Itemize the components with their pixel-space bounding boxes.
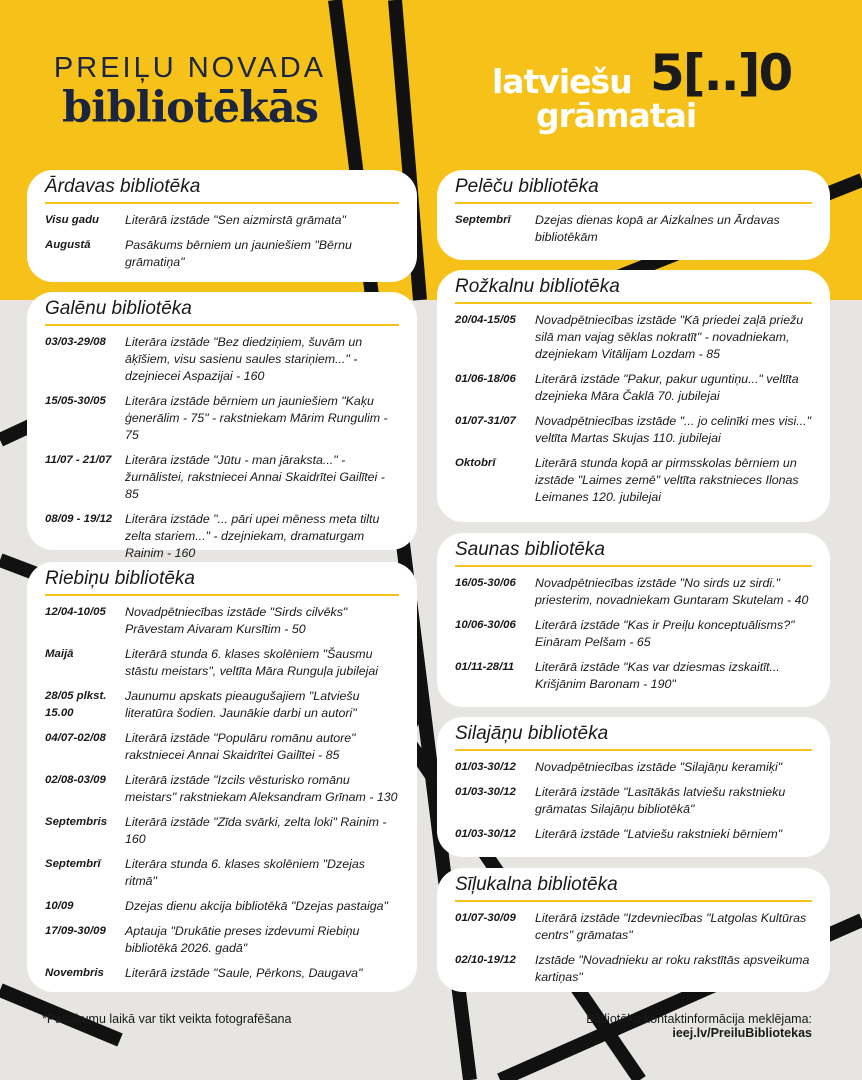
event-row [45,856,399,890]
event-text: Novadpētniecības izstāde "Silajāņu keramiķi" [535,760,783,774]
event-row [455,826,812,843]
event-text: Literāra izstāde "Jūtu - man jāraksta..." - žurnālistei, rakstniecei Annai Skaidrītei Gailītei - 85 [125,453,385,501]
event-text: Dzejas dienu akcija bibliotēkā "Dzejas pastaiga" [125,899,388,913]
event-text: Novadpētniecības izstāde "No sirds uz sirdi." priesterim, novadniekam Guntaram Skutelam - 40 [535,576,809,607]
event-text: Literārā izstāde "Populāru romānu autore" rakstniecei Annai Skaidrītei Gailītei - 85 [125,731,356,762]
library-title: Rožkalnu bibliotēka [455,276,812,304]
event-text: Literārā izstāde "Kas ir Preiļu konceptuālisms?" Eināram Pelšam - 65 [535,618,795,649]
event-date: Septembrī [45,858,101,870]
event-text: Novadpētniecības izstāde "Sirds cilvēks" Prāvestam Aivaram Kursītim - 50 [125,605,348,636]
brand-right-number: 5[..]0 [650,44,792,102]
event-date: 15/05-30/05 [45,395,106,407]
library-title: Riebiņu bibliotēka [45,568,399,596]
event-date: Septembrī [455,214,511,226]
event-text: Literāra izstāde "Bez diedziņiem, šuvām un āķīšiem, visu sasienu saules stariņiem..." - dzejniecei Aspazijai - 160 [125,335,363,383]
event-date: 02/08-03/09 [45,774,106,786]
event-date: 02/10-19/12 [455,954,516,966]
event-date: Oktobrī [455,457,496,469]
event-text: Literārā izstāde "Sen aizmirstā grāmata" [125,213,346,227]
library-card-peleci [437,170,830,260]
event-text: Literārā izstāde "Lasītākās latviešu rakstnieku grāmatas Silajāņu bibliotēkā" [535,785,786,816]
library-card-riebini [27,562,417,992]
event-text: Literāra stunda 6. klases skolēniem "Dzejas ritmā" [125,857,365,888]
event-row [455,455,812,506]
brand-left [50,52,330,133]
event-date: Novembris [45,967,104,979]
event-text: Literārā izstāde "Izdevniecības "Latgolas Kultūras centrs" grāmatas" [535,911,807,942]
library-title: Pelēču bibliotēka [455,176,812,204]
event-row [45,237,399,271]
event-date: Visu gadu [45,214,100,226]
event-date: 17/09-30/09 [45,925,106,937]
event-date: 10/09 [45,900,74,912]
event-text: Aptauja "Drukātie preses izdevumi Riebiņu bibliotēkā 2026. gadā" [125,924,360,955]
event-text: Literāra izstāde "... pāri upei mēness meta tiltu zelta stariem..." - dzejniekam, dramaturgam Rainim - 160 [125,512,380,560]
event-text: Literārā izstāde "Saule, Pērkons, Daugava" [125,966,363,980]
library-title: Galēnu bibliotēka [45,298,399,326]
library-title: Ārdavas bibliotēka [45,176,399,204]
event-row [455,575,812,609]
event-row [45,730,399,764]
library-title: Saunas bibliotēka [455,539,812,567]
event-row [455,910,812,944]
event-row [45,646,399,680]
brand-left-top: PREIĻU NOVADA [53,52,327,84]
event-row [455,952,812,986]
event-row [45,511,399,562]
event-date: 01/11-28/11 [455,661,515,673]
event-date: 28/05 plkst. 15.00 [45,690,107,719]
event-row [45,393,399,444]
photo-note: *Pasākumu laikā var tikt veikta fotografēšana [42,1012,292,1026]
brand-left-bottom: bibliotēkās [62,83,318,133]
brand-right-line2: grāmatai [536,96,697,135]
event-text: Dzejas dienas kopā ar Aizkalnes un Ārdavas bibliotēkām [535,213,780,244]
event-row [455,759,812,776]
contact-label: Bibliotēku kontaktinformācija meklējama: [586,1012,812,1026]
event-row [45,772,399,806]
event-row [455,371,812,405]
event-row [455,212,812,246]
event-row [45,965,399,982]
event-row [45,212,399,229]
event-date: 04/07-02/08 [45,732,106,744]
event-date: 10/06-30/06 [455,619,516,631]
event-date: 01/03-30/12 [455,828,516,840]
event-row [45,923,399,957]
event-text: Literārā izstāde "Latviešu rakstnieki bērniem" [535,827,783,841]
event-text: Literārā stunda kopā ar pirmsskolas bērniem un izstāde "Laimes zemē" veltīta rakstnieces Ilonas Leimanes 120. jubilejai [535,456,799,504]
event-date: 08/09 - 19/12 [45,513,113,525]
event-date: 01/07-31/07 [455,415,516,427]
event-date: 12/04-10/05 [45,606,106,618]
library-title: Silajāņu bibliotēka [455,723,812,751]
library-card-silukalns [437,868,830,992]
contact-block [586,1012,812,1040]
event-row [45,334,399,385]
event-date: 01/07-30/09 [455,912,516,924]
event-text: Jaunumu apskats pieaugušajiem "Latviešu literatūra šodien. Jaunākie darbi un autori" [125,689,360,720]
event-row [455,659,812,693]
library-card-ardava [27,170,417,282]
event-date: Augustā [45,239,91,251]
event-row [45,688,399,722]
event-date: Maijā [45,648,74,660]
library-title: Sīļukalna bibliotēka [455,874,812,902]
event-date: 01/06-18/06 [455,373,516,385]
event-date: 16/05-30/06 [455,577,516,589]
event-text: Literārā stunda 6. klases skolēniem "Šausmu stāstu meistars", veltīta Māra Runguļa jubilejai [125,647,379,678]
event-text: Literāra izstāde bērniem un jauniešiem "Kaķu ģenerālim - 75" - rakstniekam Mārim Rungulim - 75 [125,394,388,442]
event-text: Literārā izstāde "Izcils vēsturisko romānu meistars" rakstniekam Aleksandram Grīnam - 130 [125,773,398,804]
event-row [455,413,812,447]
event-text: Literārā izstāde "Kas var dziesmas izskaitīt... Krišjānim Baronam - 190" [535,660,780,691]
event-text: Pasākums bērniem un jauniešiem "Bērnu grāmatiņa" [125,238,352,269]
event-row [45,814,399,848]
event-text: Novadpētniecības izstāde "... jo celinīki mes visi..." veltīta Martas Skujas 110. jubilejai [535,414,812,445]
event-text: Literārā izstāde "Pakur, pakur uguntiņu..." veltīta dzejnieka Māra Čaklā 70. jubilejai [535,372,799,403]
event-text: Literārā izstāde "Zīda svārki, zelta loki" Rainim - 160 [125,815,387,846]
event-date: Septembris [45,816,108,828]
library-card-sauna [437,533,830,707]
event-date: 01/03-30/12 [455,786,516,798]
event-text: Izstāde "Novadnieku ar roku rakstītās apsveikuma kartiņas" [535,953,810,984]
event-date: 01/03-30/12 [455,761,516,773]
event-date: 20/04-15/05 [455,314,516,326]
event-row [455,312,812,363]
event-row [455,617,812,651]
event-row [45,898,399,915]
event-date: 03/03-29/08 [45,336,106,348]
event-row [45,452,399,503]
event-date: 11/07 - 21/07 [45,454,112,466]
event-row [45,604,399,638]
event-text: Novadpētniecības izstāde "Kā priedei zaļā priežu silā man vajag sēklas nokratīt" - novadniekam, dzejniekam Vitālijam Lozdam - 85 [535,313,804,361]
library-card-galeni [27,292,417,560]
library-card-rozkalni [437,270,830,522]
event-row [455,784,812,818]
library-card-silajani [437,717,830,857]
contact-link[interactable]: ieej.lv/PreiluBibliotekas [672,1026,812,1040]
brand-right-line1: latviešu [492,62,632,101]
